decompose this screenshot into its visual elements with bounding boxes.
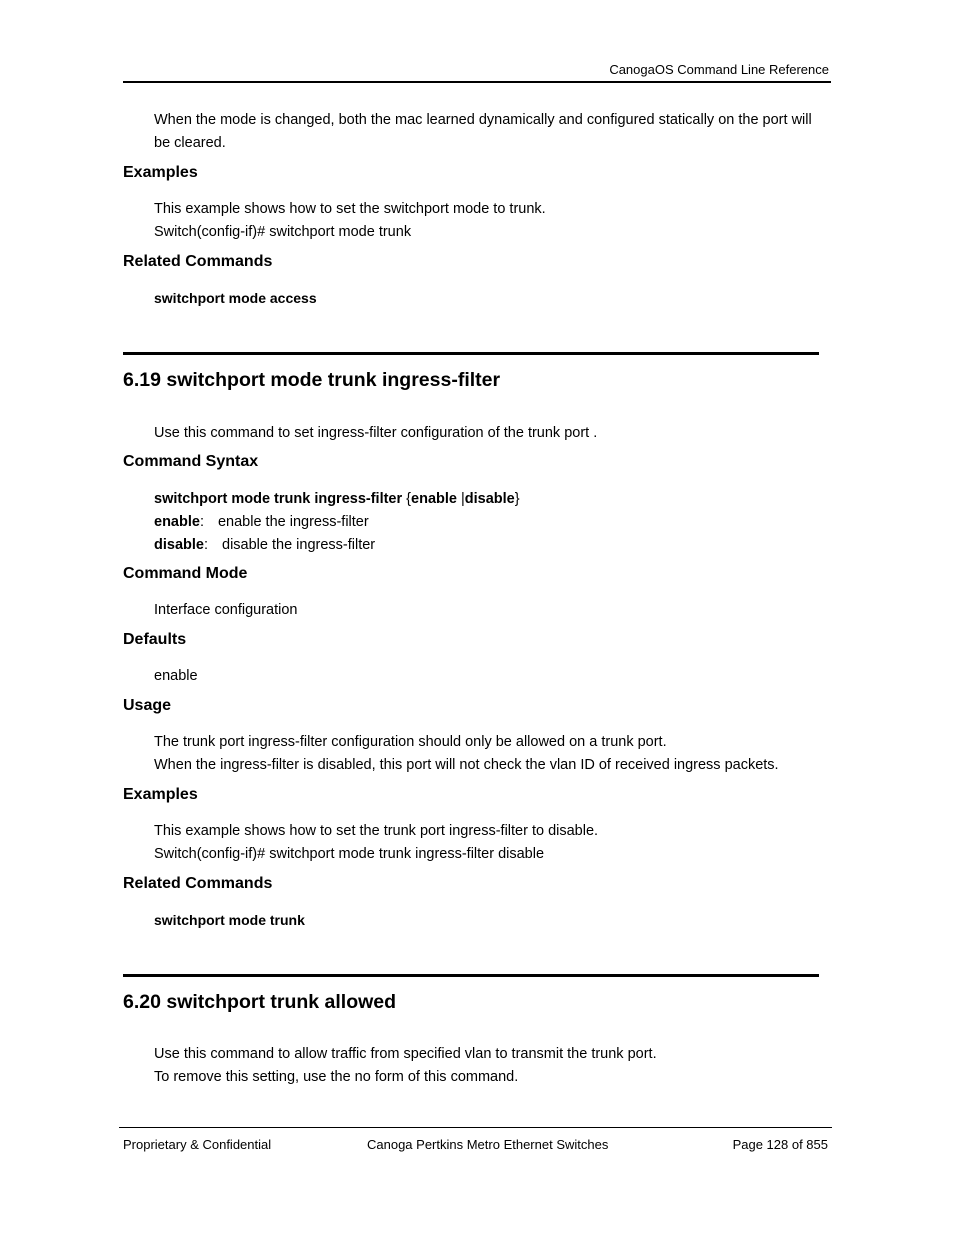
syntax-separator: | — [456, 491, 465, 507]
defaults-value: enable — [154, 668, 198, 684]
footer-center: Canoga Pertkins Metro Ethernet Switches — [367, 1137, 609, 1152]
footer-left: Proprietary & Confidential — [123, 1137, 272, 1152]
note-line-1: When the mode is changed, both the mac learned dynamically and configured statically on the port will — [154, 112, 812, 128]
section-rule-619 — [123, 352, 819, 355]
related-command-619: switchport mode trunk — [154, 912, 305, 928]
related-commands-heading-619: Related Commands — [123, 875, 273, 892]
example-description: This example shows how to set the trunk port ingress-filter to disable. — [154, 823, 599, 839]
running-header: CanogaOS Command Line Reference — [609, 62, 829, 77]
param-name: disable — [154, 537, 204, 553]
examples-body-619 — [154, 820, 598, 866]
param-disable — [154, 534, 375, 557]
param-colon: : — [199, 514, 204, 530]
syntax-option-enable: enable — [411, 491, 457, 507]
command-mode-heading: Command Mode — [123, 565, 248, 582]
syntax-option-disable: disable — [464, 491, 515, 507]
param-description: enable the ingress-filter — [217, 514, 369, 530]
syntax-command: switchport mode trunk ingress-filter — [154, 491, 403, 507]
param-colon: : — [203, 537, 208, 553]
section-intro-620 — [154, 1043, 657, 1089]
command-syntax-heading: Command Syntax — [123, 453, 259, 470]
usage-body — [154, 731, 779, 777]
section-title-619: 6.19 switchport mode trunk ingress-filter — [123, 369, 501, 391]
examples-heading-619: Examples — [123, 786, 198, 803]
examples-body — [154, 198, 546, 244]
example-description: This example shows how to set the switchport mode to trunk. — [154, 201, 546, 217]
example-command: Switch(config-if)# switchport mode trunk ingress-filter disable — [154, 846, 545, 862]
note-line-2: be cleared. — [154, 135, 226, 151]
footer-page-number: Page 128 of 855 — [732, 1137, 828, 1152]
usage-line-1: The trunk port ingress-filter configuration should only be allowed on a trunk port. — [154, 734, 667, 750]
section-intro-619: Use this command to set ingress-filter configuration of the trunk port . — [154, 425, 598, 441]
param-description: disable the ingress-filter — [222, 537, 376, 553]
intro-line-2: To remove this setting, use the no form of this command. — [154, 1069, 519, 1085]
usage-line-2: When the ingress-filter is disabled, this port will not check the vlan ID of received ingress packets. — [154, 757, 779, 773]
related-commands-heading: Related Commands — [123, 253, 273, 270]
syntax-open-brace: { — [402, 491, 412, 507]
mode-change-note — [154, 109, 834, 155]
param-name: enable — [154, 514, 200, 530]
usage-heading: Usage — [123, 697, 172, 714]
footer-rule — [119, 1127, 832, 1128]
related-command: switchport mode access — [154, 290, 317, 306]
section-rule-620 — [123, 974, 819, 977]
command-mode-value: Interface configuration — [154, 602, 298, 618]
param-enable — [154, 511, 369, 534]
header-rule — [123, 81, 831, 83]
intro-line-1: Use this command to allow traffic from specified vlan to transmit the trunk port. — [154, 1046, 657, 1062]
section-title-620: 6.20 switchport trunk allowed — [123, 991, 397, 1013]
syntax-line — [154, 488, 520, 511]
syntax-close-brace: } — [514, 491, 520, 507]
examples-heading: Examples — [123, 164, 198, 181]
example-command: Switch(config-if)# switchport mode trunk — [154, 224, 412, 240]
defaults-heading: Defaults — [123, 631, 187, 648]
